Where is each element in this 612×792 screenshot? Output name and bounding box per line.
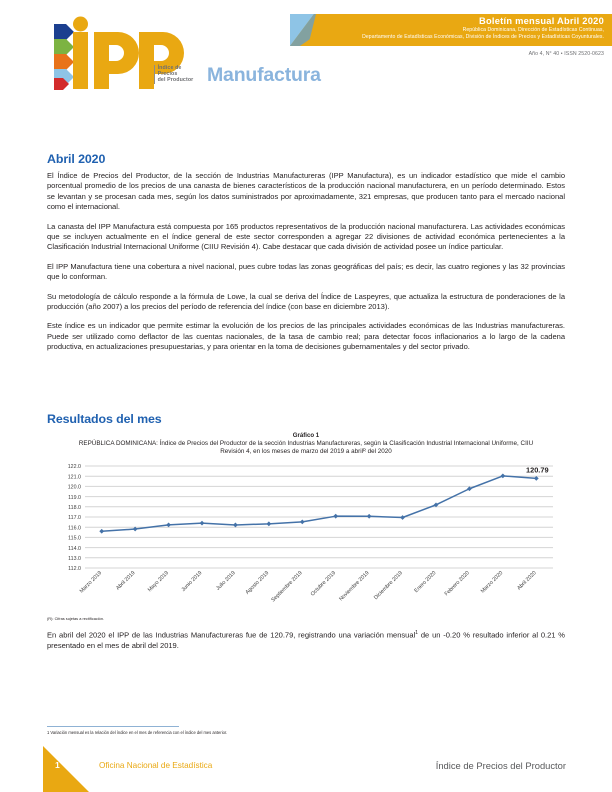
banner-triangle-decoration [290,14,346,46]
footnote-text: 1 Variación mensual es la relación del índice en el mes de referencia con el índice del mes anterior. [47,730,228,735]
logo-tagline-line2: Precios [157,71,178,78]
svg-text:120.0: 120.0 [67,484,81,491]
svg-text:119.0: 119.0 [68,494,81,501]
summary-text-post: de un -0.20 % resultado inferior al 0.21 % presentado en el mes de abril del 2019. [47,630,565,650]
svg-text:Junio 2019: Junio 2019 [180,569,204,593]
svg-text:Abril 2019: Abril 2019 [115,569,137,592]
chart-title: REPÚBLICA DOMINICANA: Índice de Precios del Productor de la sección Industrias Manufactureras, según la Clasificación Industrial Internacional Uniforme, CIIU Revisión 4, en los meses de marzo del 2019 a abrilᴿ del 2020 [78,440,534,456]
svg-text:113.0: 113.0 [68,555,81,562]
intro-paragraph-4: Su metodología de cálculo responde a la fórmula de Lowe, la cual se deriva del Índice de Laspeyres, que actualiza la estructura de ponderaciones de la producción (año 2007) a los precios del período de referencia del índice (con base en diciembre 2013). [47,291,565,312]
page-number: 1 [55,760,60,770]
svg-text:Enero 2020: Enero 2020 [413,569,438,594]
svg-text:Marzo 2019: Marzo 2019 [78,569,104,595]
summary-footnote-marker: 1 [415,630,419,636]
svg-text:118.0: 118.0 [68,504,81,511]
svg-text:120.79: 120.79 [525,464,549,474]
banner-subtitle-line2: Departamento de Estadísticas Económicas, División de Índices de Precios y Estadísticas Coyunturales. [362,33,604,40]
svg-text:Marzo 2020: Marzo 2020 [479,569,505,595]
svg-text:Agosto 2019: Agosto 2019 [244,569,271,596]
chart-plot-area [47,460,565,630]
intro-paragraph-3: El IPP Manufactura tiene una cobertura a nivel nacional, pues cubre todas las zonas geográficas del país; es decir, las cuatro regiones y las 32 provincias que lo conforman. [47,261,565,282]
footnote-rule [47,726,179,727]
svg-text:Diciembre 2019: Diciembre 2019 [373,569,404,601]
summary-text-pre: En abril del 2020 el IPP de las Industrias Manufactureras fue de 120.79, registrando una variación mensual [47,630,416,640]
month-heading: Abril 2020 [47,152,106,166]
intro-paragraph-5: Este índice es un indicador que permite estimar la evolución de los precios de las principales actividades económicas de las Industrias manufactureras. Puede ser utilizado como deflactor de las cuentas nacionales, de la tasa de cambio real; para detectar focos inflacionarios a lo largo de la cadena productiva, en actualizaciones presupuestarias, y para orientar en la toma de decisiones gubernamentales y del sector privado. [47,321,565,352]
intro-paragraph-2: La canasta del IPP Manufactura está compuesta por 165 productos representativos de la producción nacional manufacturera. Las actividades económicas que se incluyen actualmente en el índice general de este sector corresponden a agregar 22 divisiones de actividad económica pertenecientes a la Clasificación Industrial Internacional Uniforme (CIIU Revisión 4). Cabe destacar que cada división de actividad posee un índice particular. [47,221,565,252]
logo-tagline-line1: Índice de [157,65,182,71]
svg-text:121.0: 121.0 [67,473,81,480]
svg-text:Abril 2020: Abril 2020 [516,569,538,592]
issn-line: Año 4, N° 40 • ISSN 2520-0623 [528,51,604,57]
banner-text-block [362,16,604,40]
footer-page-triangle [43,746,105,792]
chart-number-label: Gráfico 1 [292,432,320,439]
ipp-logo-icon [46,16,226,92]
svg-text:Septiembre 2019: Septiembre 2019 [270,569,304,604]
document-title: Manufactura [207,64,321,86]
page-header [0,0,612,110]
intro-paragraphs [47,171,565,362]
after-chart-text [47,628,565,660]
banner-title: Boletín mensual Abril 2020 [479,16,604,26]
footer-publication-label: Índice de Precios del Productor [435,760,566,771]
logo-tagline-line3: del Productor [157,77,194,84]
banner-subtitle-line1: República Dominicana, Dirección de Estadísticas Continuas, [462,27,604,33]
line-chart [47,460,565,630]
svg-text:116.0: 116.0 [68,524,81,531]
ipp-logo [46,16,226,92]
svg-text:114.0: 114.0 [68,545,81,552]
svg-text:112.0: 112.0 [68,565,81,572]
svg-text:122.0: 122.0 [67,463,81,470]
svg-text:Mayo 2019: Mayo 2019 [146,569,170,593]
svg-text:115.0: 115.0 [68,535,81,542]
svg-text:Febrero 2020: Febrero 2020 [443,569,471,597]
svg-text:Octubre 2019: Octubre 2019 [309,569,338,598]
bulletin-banner [290,14,612,46]
svg-text:117.0: 117.0 [68,514,81,521]
footer-organization-label: Oficina Nacional de Estadística [99,761,213,770]
summary-paragraph [47,628,565,651]
logo-tagline [154,65,193,84]
svg-text:Noviembre 2019: Noviembre 2019 [338,569,371,602]
svg-text:Julio 2019: Julio 2019 [215,569,237,592]
intro-paragraph-1: El Índice de Precios del Productor, de la sección de Industrias Manufactureras (IPP Manufactura), es un indicador estadístico que mide el cambio porcentual promedio de los precios de una canasta de bienes característicos de la producción nacional manufacturera, en un período determinado. Estos se levantan y se procesan cada mes, según los datos suministrados por aproximadamente, 321 empresas, que producen tanto para el mercado nacional como el internacional. [47,171,565,212]
chart-container [47,432,565,630]
chart-rectification-note: (R): Cifras sujetas a rectificación. [47,616,105,621]
results-heading: Resultados del mes [47,412,162,426]
